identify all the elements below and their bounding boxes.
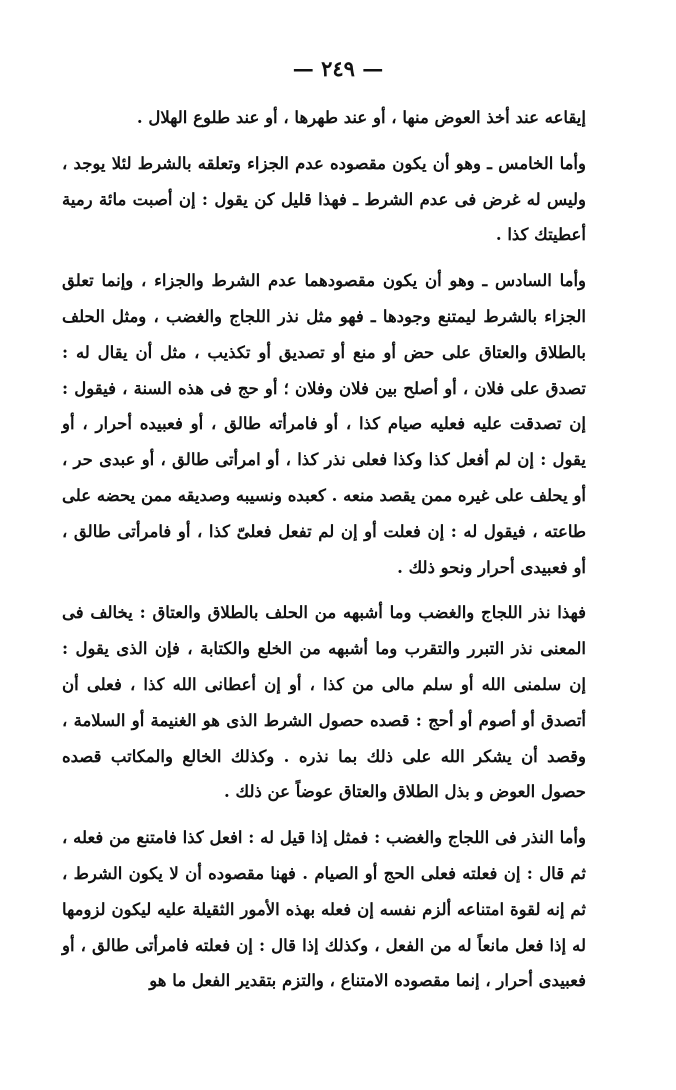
paragraph: إيقاعه عند أخذ العوض منها ، أو عند طهرها ، أو عند طلوع الهلال . [136, 108, 586, 127]
paragraph: وأما النذر فى اللجاج والغضب : فمثل إذا قيل له : افعل كذا فامتنع من فعله ، ثم قال : إن فعلته فعلى الحج أو الصيام . فهنا مقصوده أن لا يكون الشرط ، ثم إنه لقوة امتناعه ألزم نفسه إن فعله بهذه الأمور الثقيلة عليه ليكون لزومها له إذا فعل مانعاً له من الفعل ، وكذلك إذا قال : إن فعلته فامرأتى طالق ، أو فعبيدى أحرار ، إنما مقصوده الامتناع ، والتزم بتقدير الفعل ما هو [62, 828, 586, 991]
paragraph: فهذا نذر اللجاج والغضب وما أشبهه من الحلف بالطلاق والعتاق : يخالف فى المعنى نذر التبرر والتقرب وما أشبهه من الخلع والكتابة ، فإن الذى يقول : إن سلمنى الله أو سلم مالى من كذا ، أو إن أعطانى الله كذا ، فعلى أن أتصدق أو أصوم أو أحج : قصده حصول الشرط الذى هو الغنيمة أو السلامة ، وقصد أن يشكر الله على ذلك بما نذره . وكذلك الخالع والمكاتب قصده حصول العوض و بذل الطلاق والعتاق عوضاً عن ذلك . [62, 603, 586, 802]
body-text [62, 100, 586, 999]
page-number: — ٢٤٩ — [292, 56, 384, 81]
paragraph: وأما الخامس ـ وهو أن يكون مقصوده عدم الجزاء وتعلقه بالشرط لئلا يوجد ، وليس له غرض فى عدم الشرط ـ فهذا قليل كن يقول : إن أصبت مائة رمية أعطيتك كذا . [62, 153, 586, 245]
paragraph: وأما السادس ـ وهو أن يكون مقصودهما عدم الشرط والجزاء ، وإنما تعلق الجزاء بالشرط ليمتنع وجودها ـ فهو مثل نذر اللجاج والغضب ، ومثل الحلف بالطلاق والعتاق على حض أو منع أو تصديق أو تكذيب ، مثل أن يقال له : تصدق على فلان ، أو أصلح بين فلان وفلان ؛ أو حج فى هذه السنة ، فيقول : إن تصدقت عليه فعليه صيام كذا ، أو فامرأته طالق ، أو فعبيده أحرار ، أو يقول : إن لم أفعل كذا وكذا فعلى نذر كذا ، أو امرأتى طالق ، أو عبدى حر ، أو يحلف على غيره ممن يقصد منعه . كعبده ونسيبه وصديقه ممن يحضه على طاعته ، فيقول له : إن فعلت أو إن لم تفعل فعلىّ كذا ، أو فامرأتى طالق ، أو فعبيدى أحرار ونحو ذلك . [62, 271, 586, 577]
